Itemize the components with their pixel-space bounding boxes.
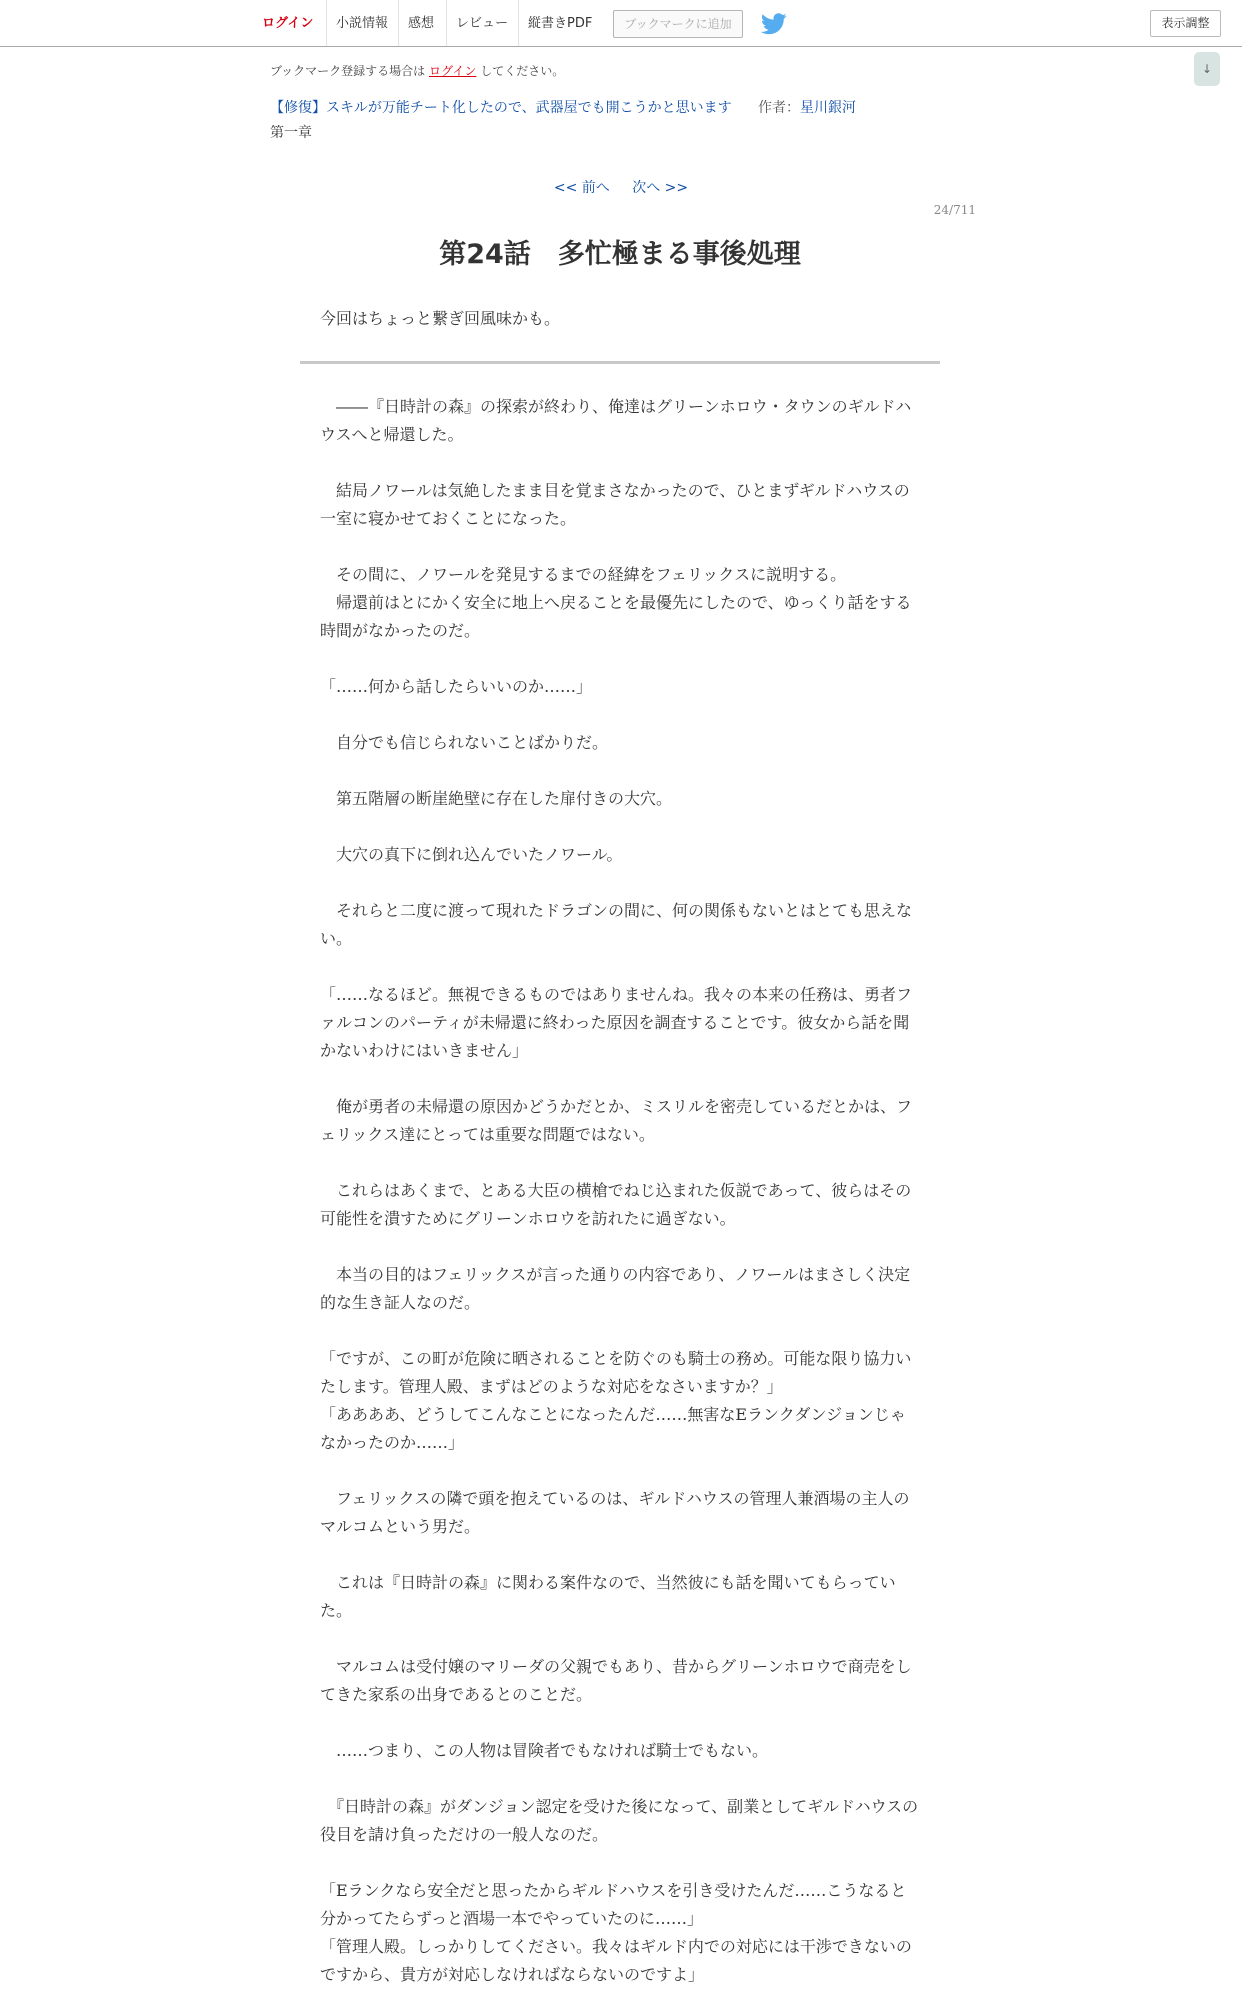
blank-line: [320, 813, 920, 841]
nav-reviews[interactable]: レビュー: [446, 0, 517, 46]
notice-text-after: してください。: [480, 64, 565, 78]
body-paragraph: 「……なるほど。無視できるものではありませんね。我々の本来の任務は、勇者ファルコンのパーティが未帰還に終わった原因を調査することです。彼女から話を聞かないわけにはいきません」: [320, 985, 913, 1060]
body-paragraph: その間に、ノワールを発見するまでの経緯をフェリックスに説明する。: [320, 565, 847, 584]
next-episode-link[interactable]: 次へ >>: [632, 180, 689, 196]
blank-line: [320, 1317, 920, 1345]
body-paragraph: 「ですが、この町が危険に晒されることを防ぐのも騎士の務め。可能な限り協力いたします。管理人殿、まずはどのような対応をなさいますか？」: [320, 1349, 912, 1396]
episode-preface: 今回はちょっと繋ぎ回風味かも。: [320, 309, 561, 328]
bookmark-login-notice: [270, 62, 564, 79]
novel-title-row: [270, 97, 856, 117]
body-paragraph: 「……何から話したらいいのか……」: [320, 677, 593, 696]
preface-divider: [300, 361, 940, 364]
body-paragraph: 帰還前はとにかく安全に地上へ戻ることを最優先にしたので、ゆっくり話をする時間がなかったのだ。: [320, 593, 912, 640]
body-paragraph: 自分でも信じられないことばかりだ。: [320, 733, 609, 752]
blank-line: [320, 1765, 920, 1793]
blank-line: [320, 869, 920, 897]
blank-line: [320, 449, 920, 477]
nav-login[interactable]: ログイン: [262, 16, 314, 31]
body-paragraph: ――『日時計の森』の探索が終わり、俺達はグリーンホロウ・タウンのギルドハウスへと帰還した。: [320, 397, 912, 444]
blank-line: [320, 757, 920, 785]
display-settings-button[interactable]: 表示調整: [1150, 10, 1221, 37]
body-paragraph: マルコムは受付嬢のマリーダの父親でもあり、昔からグリーンホロウで商売をしてきた家系の出身であるとのことだ。: [320, 1657, 912, 1704]
body-paragraph: それらと二度に渡って現れたドラゴンの間に、何の関係もないとはとても思えない。: [320, 901, 913, 948]
body-paragraph: ……つまり、この人物は冒険者でもなければ騎士でもない。: [320, 1741, 769, 1760]
chapter-name: 第一章: [270, 125, 312, 141]
body-paragraph: 『日時計の森』がダンジョン認定を受けた後になって、副業としてギルドハウスの役目を請け負っただけの一般人なのだ。: [320, 1797, 919, 1844]
nav-impressions[interactable]: 感想: [398, 0, 443, 46]
author-link[interactable]: 星川銀河: [800, 100, 857, 116]
blank-line: [320, 1149, 920, 1177]
body-paragraph: 「Eランクなら安全だと思ったからギルドハウスを引き受けたんだ……こうなると分かってたらずっと酒場一本でやっていたのに……」: [320, 1881, 907, 1928]
episode-title: 第24話 多忙極まる事後処理: [439, 239, 801, 270]
episode-body: [320, 393, 920, 1989]
blank-line: [320, 1233, 920, 1261]
author-label: 作者：: [758, 100, 801, 116]
nav-vertical-pdf[interactable]: 縦書きPDF: [518, 0, 601, 46]
body-paragraph: 結局ノワールは気絶したまま目を覚まさなかったので、ひとまずギルドハウスの一室に寝かせておくことになった。: [320, 481, 910, 528]
nav-novel-info[interactable]: 小説情報: [326, 0, 397, 46]
body-paragraph: 本当の目的はフェリックスが言った通りの内容であり、ノワールはまさしく決定的な生き証人なのだ。: [320, 1265, 911, 1312]
body-paragraph: 大穴の真下に倒れ込んでいたノワール。: [320, 845, 623, 864]
blank-line: [320, 1849, 920, 1877]
blank-line: [320, 1457, 920, 1485]
blank-line: [320, 645, 920, 673]
add-bookmark-button[interactable]: ブックマークに追加: [613, 10, 743, 38]
notice-text-before: ブックマーク登録する場合は: [270, 64, 426, 78]
blank-line: [320, 1065, 920, 1093]
blank-line: [320, 701, 920, 729]
body-paragraph: 「管理人殿。しっかりしてください。我々はギルド内での対応には干渉できないのですから、貴方が対応しなければならないのですよ」: [320, 1937, 912, 1984]
body-paragraph: フェリックスの隣で頭を抱えているのは、ギルドハウスの管理人兼酒場の主人のマルコムという男だ。: [320, 1489, 910, 1536]
notice-login-link[interactable]: ログイン: [429, 64, 477, 78]
novel-title-link[interactable]: 【修復】スキルが万能チート化したので、武器屋でも開こうかと思います: [270, 100, 732, 116]
body-paragraph: 「ああああ、どうしてこんなことになったんだ……無害なEランクダンジョンじゃなかったのか……」: [320, 1405, 906, 1452]
blank-line: [320, 1625, 920, 1653]
body-paragraph: これは『日時計の森』に関わる案件なので、当然彼にも話を聞いてもらっていた。: [320, 1573, 896, 1620]
blank-line: [320, 953, 920, 981]
blank-line: [320, 533, 920, 561]
prev-episode-link[interactable]: << 前へ: [553, 180, 610, 196]
blank-line: [320, 1541, 920, 1569]
blank-line: [320, 1709, 920, 1737]
episode-pager: [0, 177, 1242, 197]
body-paragraph: これらはあくまで、とある大臣の横槍でねじ込まれた仮説であって、彼らはその可能性を潰すためにグリーンホロウを訪れたに過ぎない。: [320, 1181, 912, 1228]
body-paragraph: 第五階層の断崖絶壁に存在した扉付きの大穴。: [320, 789, 673, 808]
episode-count: 24/711: [933, 203, 976, 217]
scroll-down-button[interactable]: ↓: [1194, 52, 1220, 86]
twitter-icon[interactable]: [761, 13, 787, 35]
top-nav-bar: [0, 0, 1242, 47]
body-paragraph: 俺が勇者の未帰還の原因かどうかだとか、ミスリルを密売しているだとかは、フェリックス達にとっては重要な問題ではない。: [320, 1097, 913, 1144]
